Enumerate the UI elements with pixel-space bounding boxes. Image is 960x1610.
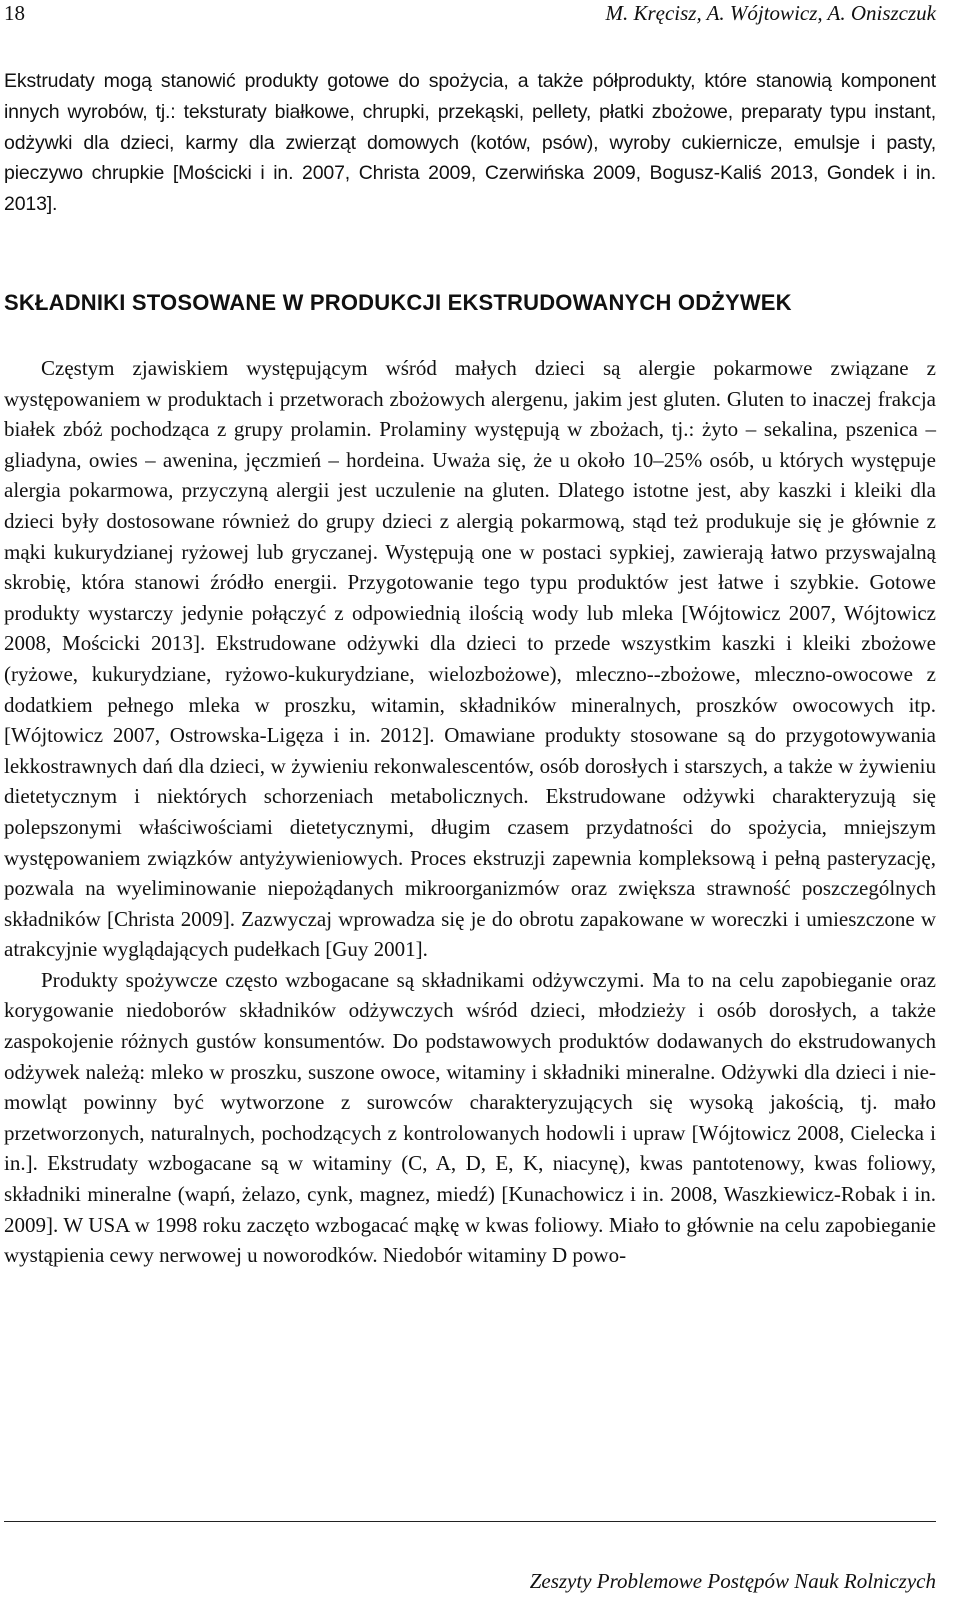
body-text (4, 353, 936, 1271)
running-header (4, 0, 936, 30)
page-number: 18 (4, 1, 25, 25)
body-paragraph-2: Produkty spożywcze często wzbogacane są składnikami odżywczymi. Ma to na celu zapobieganie oraz korygowanie niedoborów składników odżywczych wśród dzieci, młodzieży i osób dorosłych, a także zaspokojenie różnych gustów konsumentów. Do podstawowych produktów dodawanych do ekstrudowanych odżywek należą: mleko w proszku, suszone owoce, witaminy i składniki mineralne. Odżywki dla dzieci i niemowląt powinny być wytworzone z surowców charakteryzujących się wysoką jakością, tj. mało przetworzonych, naturalnych, pochodzących z kontrolowanych hodowli i upraw [Wójtowicz 2008, Cielecka i in.]. Ekstrudaty wzbogacane są w witaminy (C, A, D, E, K, niacynę), kwas pantotenowy, kwas foliowy, składniki mineralne (wapń, żelazo, cynk, magnez, miedź) [Kunachowicz i in. 2008, Waszkiewicz-Robak i in. 2009]. W USA w 1998 roku zaczęto wzbogacać mąkę w kwas foliowy. Miało to głównie na celu zapobieganie wystąpienia cewy nerwowej u noworodków. Niedobór witaminy D powo- (4, 967, 936, 1268)
intro-paragraph: Ekstrudaty mogą stanowić produkty gotowe do spożycia, a także półprodukty, które stanowią komponent innych wyrobów, tj.: teksturaty białkowe, chrupki, przekąski, pellety, płatki zbożowe, preparaty typu instant, odżywki dla dzieci, karmy dla zwierząt domowych (kotów, psów), wyroby cukiernicze, emulsje i pasty, pieczywo chrupkie [Mościcki i in. 2007, Christa 2009, Czerwińska 2009, Bogusz-Kaliś 2013, Gondek i in. 2013]. (4, 70, 936, 216)
journal-title-footer: Zeszyty Problemowe Postępów Nauk Rolniczych (529, 1569, 936, 1593)
footer-divider (4, 1521, 936, 1522)
body-paragraph-1: Częstym zjawiskiem występującym wśród małych dzieci są alergie pokarmowe związane z występowaniem w produktach i przetworach zbożowych alergenu, jakim jest gluten. Gluten to inaczej frakcja białek zbóż pochodząca z grupy prolamin. Prolaminy występują w zbożach, tj.: żyto – sekalina, pszenica – gliadyna, owies – awenina, jęczmień – hordeina. Uważa się, że u około 10–25% osób, u których występuje alergia pokarmowa, przyczyną alergii jest uczulenie na gluten. Dlatego istotne jest, aby kaszki i kleiki dla dzieci były dostosowane również do grupy dzieci z alergią pokarmową, stąd też produkuje się je głównie z mąki kukurydzianej ryżowej lub gryczanej. Występują one w postaci sypkiej, zawierają łatwo przyswajalną skrobię, która stanowi źródło energii. Przygotowanie tego typu produktów jest łatwe i szybkie. Gotowe produkty wystarczy jedynie połączyć z odpowiednią ilością wody lub mleka [Wójtowicz 2007, Wójtowicz 2008, Mościcki 2013]. Ekstrudowane odżywki dla dzieci to przede wszystkim kaszki i kleiki zbożowe (ryżowe, kukurydziane, ryżowo-kukurydziane, wielozbożowe), mleczno--zbożowe, mleczno-owocowe z dodatkiem pełnego mleka w proszku, witamin, składników mineralnych, proszków owocowych itp. [Wójtowicz 2007, Ostrowska-Ligęza i in. 2012]. Omawiane produkty stosowane są do przygotowywania lekkostrawnych dań dla dzieci, w żywieniu rekonwalescentów, osób dorosłych i starszych, a także w żywieniu dietetycznym i niektórych schorzeniach metabolicznych. Ekstrudowane odżywki charakteryzują się polepszonymi właściwościami dietetycznymi, długim czasem przydatności do spożycia, mniejszym występowaniem związków antyżywieniowych. Proces ekstruzji zapewnia kompleksową i pełną pasteryzację, pozwala na wyeliminowanie niepożądanych mikroorganizmów oraz zwiększa strawność poszczególnych składników [Christa 2009]. Zazwyczaj wprowadza się je do obrotu zapakowane w woreczki i umieszczone w atrakcyjnie wyglądających pudełkach [Guy 2001]. (4, 356, 936, 962)
section-heading: SKŁADNIKI STOSOWANE W PRODUKCJI EKSTRUDOWANYCH ODŻYWEK (4, 290, 792, 315)
header-authors: M. Kręcisz, A. Wójtowicz, A. Oniszczuk (605, 1, 936, 25)
